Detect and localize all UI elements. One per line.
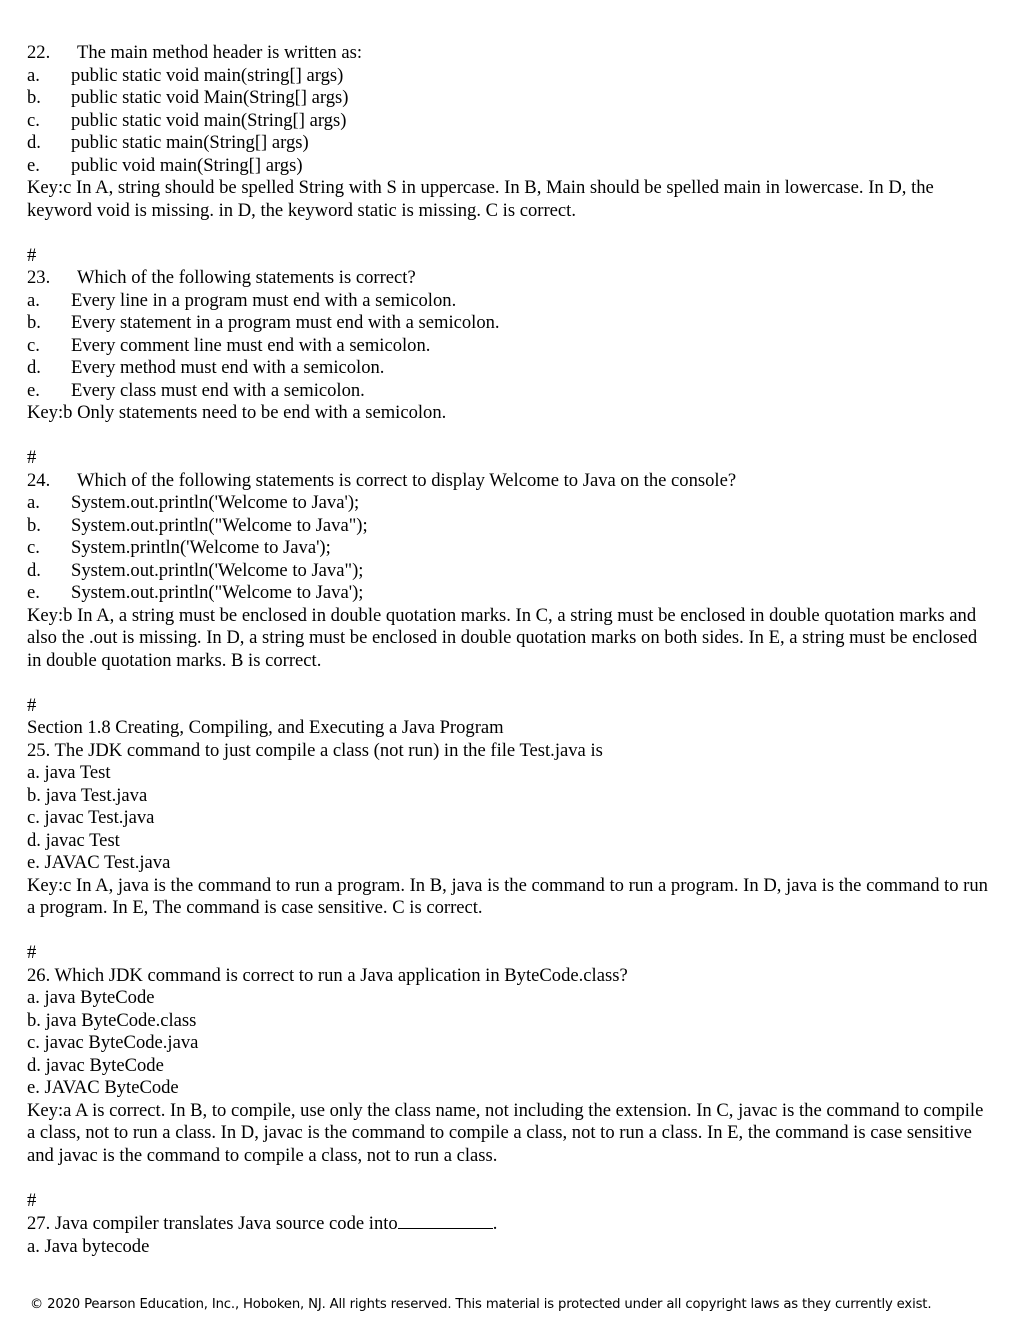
answer-blank: [398, 1212, 493, 1229]
option-c: c. System.println('Welcome to Java');: [27, 537, 331, 558]
option-a: a. Java bytecode: [27, 1235, 150, 1257]
question-25: [27, 740, 992, 920]
question-text: 25. The JDK command to just compile a class (not run) in the file Test.java is: [27, 739, 603, 761]
question-text: 27. Java compiler translates Java source code into: [27, 1213, 398, 1234]
option-d: d. Every method must end with a semicolon.: [27, 357, 385, 378]
question-text: 26. Which JDK command is correct to run a Java application in ByteCode.class?: [27, 964, 628, 986]
option-a: a. System.out.println('Welcome to Java');: [27, 492, 360, 513]
option-e: e. JAVAC Test.java: [27, 852, 171, 873]
option-a: a. java Test: [27, 762, 111, 783]
section-heading: Section 1.8 Creating, Compiling, and Executing a Java Program: [27, 717, 504, 738]
question-22: [27, 42, 992, 222]
question-text: Which of the following statements is correct to display Welcome to Java on the console?: [77, 469, 737, 491]
option-a: a. java ByteCode: [27, 987, 155, 1008]
option-b: b. System.out.println("Welcome to Java");: [27, 514, 368, 536]
option-a: a. Every line in a program must end with a semicolon.: [27, 289, 457, 311]
question-23: [27, 267, 992, 425]
separator: #: [27, 1189, 37, 1211]
option-d: d. javac ByteCode: [27, 1054, 164, 1076]
copyright-footer: © 2020 Pearson Education, Inc., Hoboken, NJ. All rights reserved. This material is protected under all copyright laws as they currently exist.: [30, 1297, 932, 1312]
option-e: e. public void main(String[] args): [27, 154, 303, 176]
question-text: Which of the following statements is correct?: [77, 267, 416, 288]
answer-key: Key:a A is correct. In B, to compile, use only the class name, not including the extension. In C, javac is the command to compile a class, not to run a class. In D, javac is the command to compile a class, not to run a class. In E, the command is case sensitive and javac is the command to compile a class, not to run a class.: [27, 1099, 984, 1166]
answer-key: Key:c In A, java is the command to run a program. In B, java is the command to run a program. In D, java is the command to run a program. In E, The command is case sensitive. C is correct.: [27, 874, 988, 918]
answer-key: Key:b Only statements need to be end with a semicolon.: [27, 402, 447, 423]
separator: #: [27, 694, 37, 716]
option-c: c. public static void main(String[] args): [27, 109, 347, 131]
option-c: c. Every comment line must end with a semicolon.: [27, 334, 431, 356]
option-c: c. javac Test.java: [27, 807, 155, 828]
option-b: b. java Test.java: [27, 784, 148, 806]
question-number: 23.: [27, 267, 51, 288]
answer-key: Key:c In A, string should be spelled String with S in uppercase. In B, Main should be spelled main in lowercase. In D, the keyword void is missing. in D, the keyword static is missing. C is correct.: [27, 177, 934, 221]
question-number: 22.: [27, 42, 51, 63]
option-d: d. public static main(String[] args): [27, 132, 309, 153]
question-26: [27, 965, 992, 1168]
option-a: a. public static void main(string[] args): [27, 64, 344, 86]
question-27: 27. Java compiler translates Java source code into . a. Java bytecode: [27, 1212, 992, 1258]
option-d: d. javac Test: [27, 829, 120, 851]
answer-key: Key:b In A, a string must be enclosed in double quotation marks. In C, a string must be enclosed in double quotation marks and also the .out is missing. In D, a string must be enclosed in double quotation marks on both sides. In E, a string must be enclosed in double quotation marks. B is correct.: [27, 604, 978, 671]
option-b: b. Every statement in a program must end with a semicolon.: [27, 312, 500, 333]
separator: #: [27, 942, 37, 963]
separator: #: [27, 447, 37, 468]
question-number: 24.: [27, 469, 51, 491]
question-24: [27, 470, 992, 673]
option-d: d. System.out.println('Welcome to Java");: [27, 559, 364, 581]
option-e: e. Every class must end with a semicolon.: [27, 379, 365, 401]
option-b: b. public static void Main(String[] args): [27, 87, 349, 108]
separator: #: [27, 244, 37, 266]
option-b: b. java ByteCode.class: [27, 1009, 197, 1031]
option-e: e. JAVAC ByteCode: [27, 1077, 179, 1098]
option-c: c. javac ByteCode.java: [27, 1032, 199, 1053]
option-e: e. System.out.println("Welcome to Java');: [27, 582, 364, 603]
question-text: The main method header is written as:: [77, 42, 363, 63]
document-page: [27, 42, 992, 1258]
